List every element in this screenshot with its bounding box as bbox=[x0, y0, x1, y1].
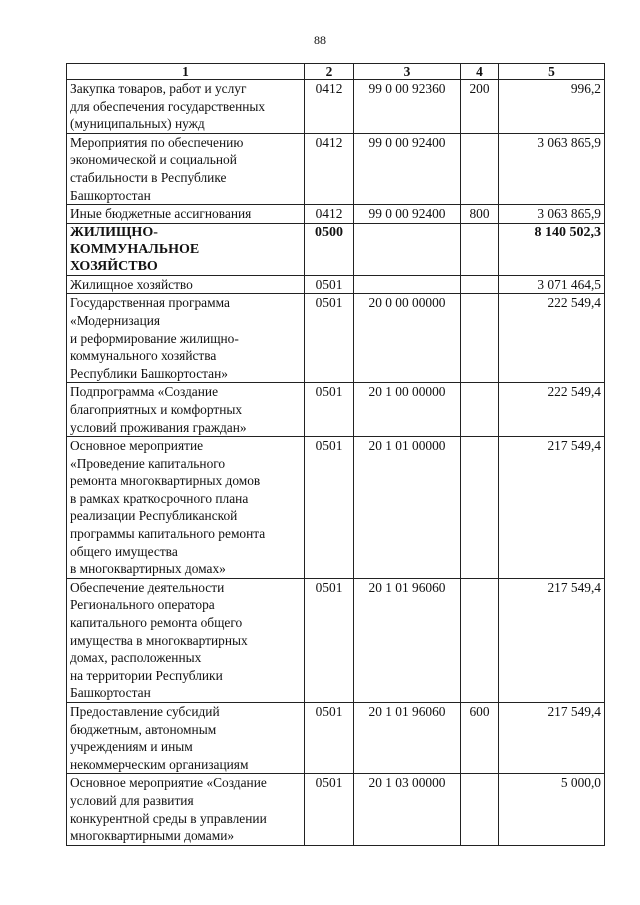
row-expense-type-cell bbox=[461, 294, 499, 383]
row-target-article-cell: 99 0 00 92360 bbox=[354, 80, 461, 134]
table-row bbox=[67, 80, 605, 134]
table-row bbox=[67, 774, 605, 845]
row-amount-cell: 217 549,4 bbox=[499, 578, 605, 702]
budget-table bbox=[66, 63, 605, 846]
table-row bbox=[67, 223, 605, 275]
row-amount-cell: 996,2 bbox=[499, 80, 605, 134]
header-col-3: 3 bbox=[354, 64, 461, 80]
row-amount-cell: 3 063 865,9 bbox=[499, 205, 605, 224]
table-row bbox=[67, 294, 605, 383]
row-section-code-cell: 0412 bbox=[305, 80, 354, 134]
row-target-article-cell: 20 1 00 00000 bbox=[354, 383, 461, 437]
table-row bbox=[67, 133, 605, 204]
table-row bbox=[67, 703, 605, 774]
row-target-article-cell: 20 1 03 00000 bbox=[354, 774, 461, 845]
row-target-article-cell: 20 1 01 00000 bbox=[354, 437, 461, 579]
row-section-code-cell: 0501 bbox=[305, 774, 354, 845]
row-amount-cell: 8 140 502,3 bbox=[499, 223, 605, 275]
row-expense-type-cell bbox=[461, 437, 499, 579]
row-expense-type-cell bbox=[461, 133, 499, 204]
row-name-cell: Государственная программа «Модернизация и реформирование жилищно- коммунального хозяйства Республики Башкортостан» bbox=[67, 294, 305, 383]
row-section-code-cell: 0501 bbox=[305, 275, 354, 294]
row-amount-cell: 5 000,0 bbox=[499, 774, 605, 845]
header-col-1: 1 bbox=[67, 64, 305, 80]
row-name-cell: Основное мероприятие «Проведение капитального ремонта многоквартирных домов в рамках краткосрочного плана реализации Республиканской программы капитального ремонта общего имущества в многоквартирных домах» bbox=[67, 437, 305, 579]
table-header-row bbox=[67, 64, 605, 80]
row-expense-type-cell bbox=[461, 223, 499, 275]
table-row bbox=[67, 275, 605, 294]
table-row bbox=[67, 437, 605, 579]
row-expense-type-cell: 200 bbox=[461, 80, 499, 134]
row-target-article-cell: 20 0 00 00000 bbox=[354, 294, 461, 383]
row-section-code-cell: 0501 bbox=[305, 437, 354, 579]
row-amount-cell: 217 549,4 bbox=[499, 703, 605, 774]
table-row bbox=[67, 205, 605, 224]
row-expense-type-cell bbox=[461, 383, 499, 437]
header-col-4: 4 bbox=[461, 64, 499, 80]
row-target-article-cell: 99 0 00 92400 bbox=[354, 133, 461, 204]
row-section-code-cell: 0500 bbox=[305, 223, 354, 275]
row-amount-cell: 222 549,4 bbox=[499, 294, 605, 383]
row-name-cell: Иные бюджетные ассигнования bbox=[67, 205, 305, 224]
header-col-5: 5 bbox=[499, 64, 605, 80]
row-amount-cell: 217 549,4 bbox=[499, 437, 605, 579]
row-target-article-cell: 20 1 01 96060 bbox=[354, 703, 461, 774]
row-section-code-cell: 0501 bbox=[305, 578, 354, 702]
row-name-cell: Предоставление субсидий бюджетным, автономным учреждениям и иным некоммерческим организациям bbox=[67, 703, 305, 774]
page-number: 88 bbox=[314, 33, 326, 47]
row-expense-type-cell bbox=[461, 275, 499, 294]
row-name-cell: Обеспечение деятельности Регионального оператора капитального ремонта общего имущества в многоквартирных домах, расположенных на территории Республики Башкортостан bbox=[67, 578, 305, 702]
row-name-cell: Основное мероприятие «Создание условий для развития конкурентной среды в управлении многоквартирными домами» bbox=[67, 774, 305, 845]
row-expense-type-cell bbox=[461, 578, 499, 702]
row-name-cell: ЖИЛИЩНО- КОММУНАЛЬНОЕ ХОЗЯЙСТВО bbox=[67, 223, 305, 275]
row-section-code-cell: 0412 bbox=[305, 205, 354, 224]
row-amount-cell: 3 063 865,9 bbox=[499, 133, 605, 204]
row-name-cell: Мероприятия по обеспечению экономической и социальной стабильности в Республике Башкортостан bbox=[67, 133, 305, 204]
row-amount-cell: 222 549,4 bbox=[499, 383, 605, 437]
row-amount-cell: 3 071 464,5 bbox=[499, 275, 605, 294]
row-section-code-cell: 0501 bbox=[305, 294, 354, 383]
row-target-article-cell: 20 1 01 96060 bbox=[354, 578, 461, 702]
row-section-code-cell: 0412 bbox=[305, 133, 354, 204]
row-name-cell: Подпрограмма «Создание благоприятных и комфортных условий проживания граждан» bbox=[67, 383, 305, 437]
header-col-2: 2 bbox=[305, 64, 354, 80]
row-expense-type-cell: 600 bbox=[461, 703, 499, 774]
row-name-cell: Жилищное хозяйство bbox=[67, 275, 305, 294]
row-name-cell: Закупка товаров, работ и услуг для обеспечения государственных (муниципальных) нужд bbox=[67, 80, 305, 134]
row-expense-type-cell: 800 bbox=[461, 205, 499, 224]
row-target-article-cell bbox=[354, 275, 461, 294]
table-row bbox=[67, 578, 605, 702]
row-section-code-cell: 0501 bbox=[305, 383, 354, 437]
row-target-article-cell: 99 0 00 92400 bbox=[354, 205, 461, 224]
row-expense-type-cell bbox=[461, 774, 499, 845]
row-section-code-cell: 0501 bbox=[305, 703, 354, 774]
row-target-article-cell bbox=[354, 223, 461, 275]
table-row bbox=[67, 383, 605, 437]
